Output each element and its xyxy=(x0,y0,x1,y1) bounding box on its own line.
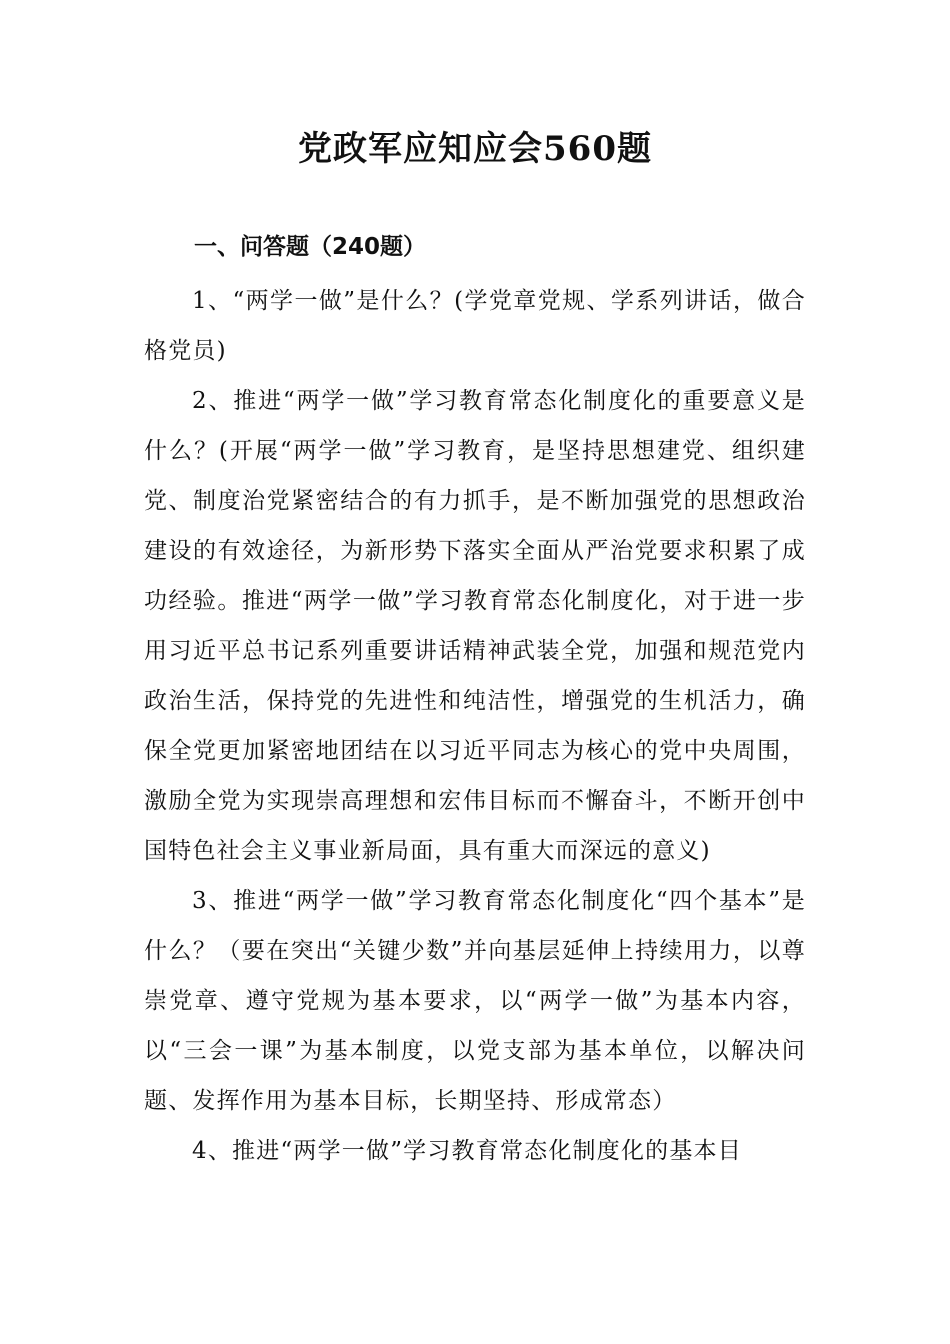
question-4: 4、推进“两学一做”学习教育常态化制度化的基本目 xyxy=(192,1138,742,1164)
document-title: 党政军应知应会560题 xyxy=(298,129,652,169)
document-body xyxy=(144,276,806,1176)
question-1: 1、“两学一做”是什么？(学党章党规、学系列讲话，做合格党员) xyxy=(144,288,806,364)
question-3: 3、推进“两学一做”学习教育常态化制度化“四个基本”是什么？（要在突出“关键少数”并向基层延伸上持续用力，以尊崇党章、遵守党规为基本要求，以“两学一做”为基本内容，以“三会一课”为基本制度，以党支部为基本单位，以解决问题、发挥作用为基本目标，长期坚持、形成常态） xyxy=(144,888,806,1114)
question-2: 2、推进“两学一做”学习教育常态化制度化的重要意义是什么？(开展“两学一做”学习教育，是坚持思想建党、组织建党、制度治党紧密结合的有力抓手，是不断加强党的思想政治建设的有效途径，为新形势下落实全面从严治党要求积累了成功经验。推进“两学一做”学习教育常态化制度化，对于进一步用习近平总书记系列重要讲话精神武装全党，加强和规范党内政治生活，保持党的先进性和纯洁性，增强党的生机活力，确保全党更加紧密地团结在以习近平同志为核心的党中央周围，激励全党为实现崇高理想和宏伟目标而不懈奋斗，不断开创中国特色社会主义事业新局面，具有重大而深远的意义) xyxy=(144,388,806,864)
section-heading: 一、问答题（240题） xyxy=(194,234,427,260)
